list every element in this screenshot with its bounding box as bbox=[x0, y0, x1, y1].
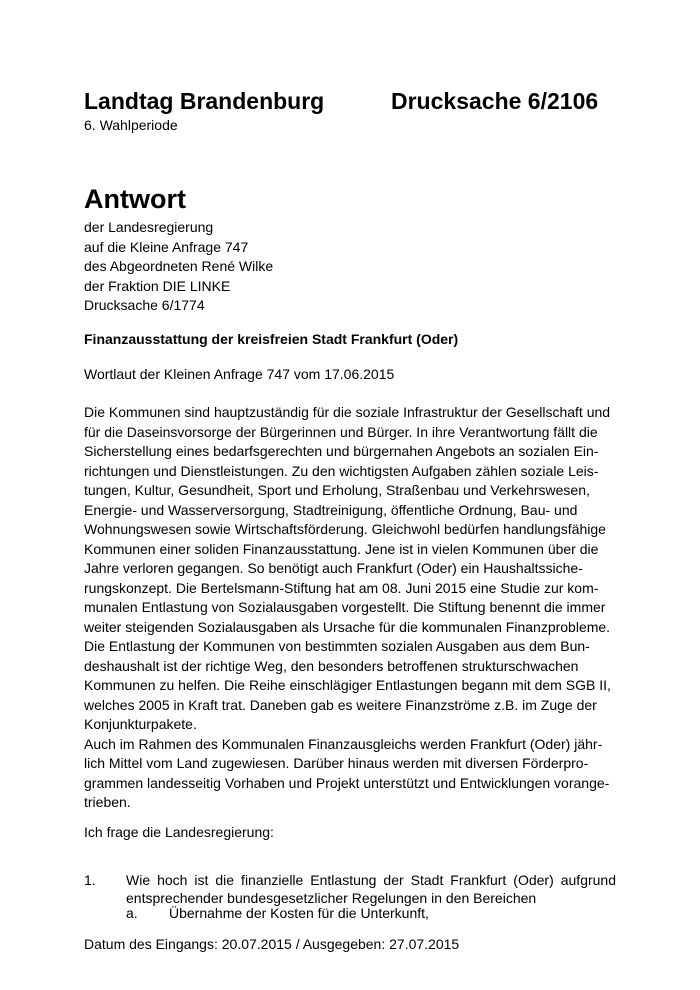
subquestion-label: a. bbox=[126, 905, 138, 921]
body-line: deshaushalt ist der richtige Weg, den besonders betroffenen strukturschwachen bbox=[84, 657, 579, 674]
body-line: Sicherstellung eines bedarfsgerechten und bürgernahen Angebots an sozialen Ein- bbox=[84, 443, 599, 459]
body-line: tungen, Kultur, Gesundheit, Sport und Erholung, Straßenbau und Verkehrswesen, bbox=[84, 482, 590, 498]
inquiry-title: Finanzausstattung der kreisfreien Stadt Frankfurt (Oder) bbox=[84, 331, 459, 347]
footer-dates: Datum des Eingangs: 20.07.2015 / Ausgegeben: 27.07.2015 bbox=[84, 936, 460, 952]
body-line: weiter steigenden Sozialausgaben als Ursache für die kommunalen Finanzprobleme. bbox=[84, 618, 611, 635]
body-paragraph bbox=[84, 403, 624, 813]
subquestion-text: Übernahme der Kosten für die Unterkunft, bbox=[169, 905, 429, 921]
body-line: welches 2005 in Kraft trat. Daneben gab es weitere Finanzströme z.B. im Zuge der bbox=[84, 696, 597, 713]
body-line: Kommunen einer soliden Finanzausstattung. Jene ist in vielen Kommunen über die bbox=[84, 540, 599, 557]
body-line: Energie- und Wasserversorgung, Stadtreinigung, öffentliche Ordnung, Bau- und bbox=[84, 501, 578, 518]
question-text bbox=[126, 872, 616, 907]
wahlperiode: 6. Wahlperiode bbox=[84, 117, 178, 133]
question-number: 1. bbox=[84, 872, 96, 888]
body-line: lich Mittel vom Land zugewiesen. Darüber hinaus werden mit diversen Förderpro- bbox=[84, 755, 589, 771]
body-line: Die Entlastung der Kommunen von bestimmten sozialen Ausgaben aus dem Bun- bbox=[84, 638, 590, 654]
body-line: rungskonzept. Die Bertelsmann-Stiftung hat am 08. Juni 2015 eine Studie zur kom- bbox=[84, 579, 599, 596]
subtitle-line: der Fraktion DIE LINKE bbox=[84, 277, 231, 294]
body-line: munalen Entlastung von Sozialausgaben vorgestellt. Die Stiftung benennt die immer bbox=[84, 599, 606, 615]
wortlaut-line: Wortlaut der Kleinen Anfrage 747 vom 17.06.2015 bbox=[84, 366, 395, 382]
body-line: Auch im Rahmen des Kommunalen Finanzausgleichs werden Frankfurt (Oder) jähr- bbox=[84, 735, 603, 752]
body-line: Die Kommunen sind hauptzuständig für die soziale Infrastruktur der Gesellschaft und bbox=[84, 404, 611, 420]
body-line: Kommunen zu helfen. Die Reihe einschlägiger Entlastungen begann mit dem SGB II, bbox=[84, 677, 611, 693]
body-line: Konjunkturpakete. bbox=[84, 716, 197, 732]
body-line: trieben. bbox=[84, 794, 131, 810]
parliament-name: Landtag Brandenburg bbox=[84, 88, 325, 114]
subtitle-line: auf die Kleine Anfrage 747 bbox=[84, 238, 249, 255]
body-line: Jahre verloren gegangen. So benötigt auch Frankfurt (Oder) ein Haushaltssiche- bbox=[84, 560, 583, 576]
subtitle-line: Drucksache 6/1774 bbox=[84, 297, 205, 314]
subtitle-line: des Abgeordneten René Wilke bbox=[84, 258, 274, 275]
body-line: für die Daseinsvorsorge der Bürgerinnen und Bürger. In ihre Verantwortung fällt die bbox=[84, 423, 598, 440]
question-intro: Ich frage die Landesregierung: bbox=[84, 824, 274, 840]
question-line: Wie hoch ist die finanzielle Entlastung der Stadt Frankfurt (Oder) aufgrund bbox=[126, 872, 616, 888]
body-line: richtungen und Dienstleistungen. Zu den wichtigsten Aufgaben zählen soziale Leis- bbox=[84, 462, 599, 479]
document-heading: Antwort bbox=[84, 184, 186, 214]
question-line: entsprechender bundesgesetzlicher Regelungen in den Bereichen bbox=[126, 889, 537, 906]
subtitle-block bbox=[84, 218, 273, 316]
subtitle-line: der Landesregierung bbox=[84, 219, 214, 235]
body-line: grammen landesseitig Vorhaben und Projekt unterstützt und Entwicklungen vorange- bbox=[84, 774, 610, 791]
drucksache-number: Drucksache 6/2106 bbox=[391, 88, 599, 114]
body-line: Wohnungswesen sowie Wirtschaftsförderung. Gleichwohl bedürfen handlungsfähige bbox=[84, 521, 606, 537]
